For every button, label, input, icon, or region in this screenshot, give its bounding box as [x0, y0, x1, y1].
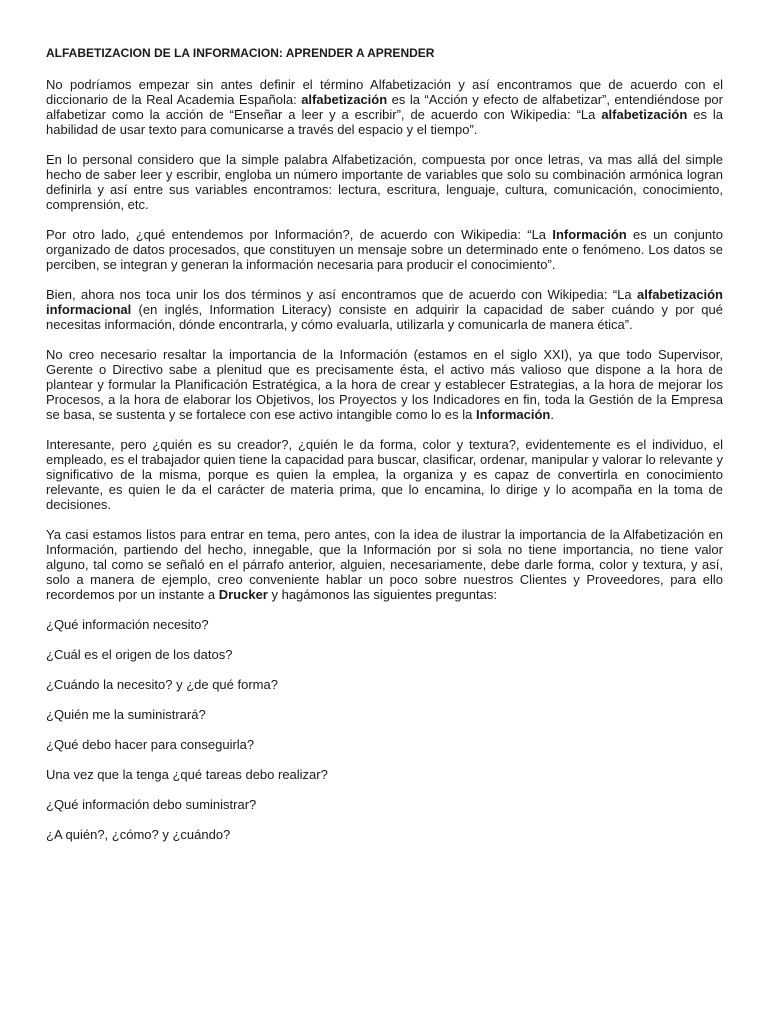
p5-text-a: No creo necesario resaltar la importancia de la Información (estamos en el siglo XXI), ya que todo Supervisor, Gerente o Directivo sabe a plenitud que es precisamente ésta, el activo más valioso que dispone a la hora de plantear y formular la Planificación Estratégica, a la hora de crear y establecer Estrategias, a la hora de mejorar los Procesos, a la hora de elaborar los Objetivos, los Proyectos y los Indicadores en fin, toda la Gestión de la Empresa se basa, se sustenta y se fortalece con ese activo intangible como lo es la	[46, 347, 723, 422]
p1-text-c: es la “Acción y efecto de alfabetizar”, entendiéndose por alfabetizar como la acción de “Enseñar a leer y a escribir”, de acuerdo con Wikipedia: “La	[46, 92, 723, 122]
question-item: ¿Qué información necesito?	[46, 617, 209, 632]
paragraph-4	[46, 287, 723, 332]
p3-text-c: es un conjunto organizado de datos procesados, que constituyen un mensaje sobre un determinado ente o fenómeno. Los datos se perciben, se integran y generan la información necesaria para producir el conocimiento”.	[46, 227, 723, 272]
p7-text-c: y hagámonos las siguientes preguntas:	[267, 587, 497, 602]
paragraph-7	[46, 527, 723, 602]
question-item: ¿Cuándo la necesito? y ¿de qué forma?	[46, 677, 278, 692]
question-item: ¿A quién?, ¿cómo? y ¿cuándo?	[46, 827, 231, 842]
p1-text-a: No podríamos empezar sin antes definir el término Alfabetización y así encontramos que de acuerdo con el diccionario de la Real Academia Española:	[46, 77, 723, 107]
paragraph-1	[46, 77, 723, 137]
paragraph-2: En lo personal considero que la simple palabra Alfabetización, compuesta por once letras, va mas allá del simple hecho de saber leer y escribir, engloba un número importante de variables que solo su combinación armónica logran definirla y así entre sus variables encontramos: lectura, escritura, lenguaje, cultura, comunicación, conocimiento, comprensión, etc.	[46, 152, 723, 212]
paragraph-3	[46, 227, 723, 272]
question-item: ¿Qué información debo suministrar?	[46, 797, 257, 812]
document-page	[46, 46, 723, 857]
p5-bold-term: Información	[475, 407, 551, 422]
paragraph-6: Interesante, pero ¿quién es su creador?, ¿quién le da forma, color y textura?, evidentemente es el individuo, el empleado, es el trabajador quien tiene la capacidad para buscar, clasificar, ordenar, manipular y valorar lo relevante y significativo de la misma, porque es quien la emplea, la organiza y es capaz de convertirla en conocimiento relevante, es quien le da el carácter de materia prima, que lo encamina, lo dirige y lo acompaña en la toma de decisiones.	[46, 437, 723, 512]
document-title: ALFABETIZACION DE LA INFORMACION: APRENDER A APRENDER	[46, 46, 435, 60]
question-item: Una vez que la tenga ¿qué tareas debo realizar?	[46, 767, 328, 782]
question-item: ¿Cuál es el origen de los datos?	[46, 647, 233, 662]
p1-text-d: es la habilidad de usar texto para comunicarse a través del espacio y el tiempo”.	[46, 107, 724, 137]
p1-bold-term-2: alfabetización	[601, 107, 688, 122]
p3-bold-term: Información	[552, 227, 627, 242]
p4-bold-term: alfabetización informacional	[46, 287, 723, 317]
paragraph-5	[46, 347, 723, 422]
p4-text-c: (en inglés, Information Literacy) consiste en adquirir la capacidad de saber cuándo y por qué necesitas información, dónde encontrarla, y cómo evaluarla, utilizarla y comunicarla de manera ética”.	[46, 302, 723, 332]
p1-bold-term-1: alfabetización	[301, 92, 388, 107]
question-item: ¿Quién me la suministrará?	[46, 707, 206, 722]
p7-text-a: Ya casi estamos listos para entrar en tema, pero antes, con la idea de ilustrar la importancia de la Alfabetización en Información, partiendo del hecho, innegable, que la Información por si sola no tiene importancia, no tiene valor alguno, tal como se señaló en el párrafo anterior, alguien, necesariamente, debe darle forma, color y textura, y así, solo a manera de ejemplo, creo conveniente hablar un poco sobre nuestros Clientes y Proveedores, para ello recordemos por un instante a	[46, 527, 723, 602]
p3-text-a: Por otro lado, ¿qué entendemos por Información?, de acuerdo con Wikipedia: “La	[46, 227, 553, 242]
p5-text-c: .	[550, 407, 554, 422]
p4-text-a: Bien, ahora nos toca unir los dos términos y así encontramos que de acuerdo con Wikipedia: “La	[46, 287, 638, 302]
question-item: ¿Qué debo hacer para conseguirla?	[46, 737, 255, 752]
p7-bold-term: Drucker	[218, 587, 268, 602]
